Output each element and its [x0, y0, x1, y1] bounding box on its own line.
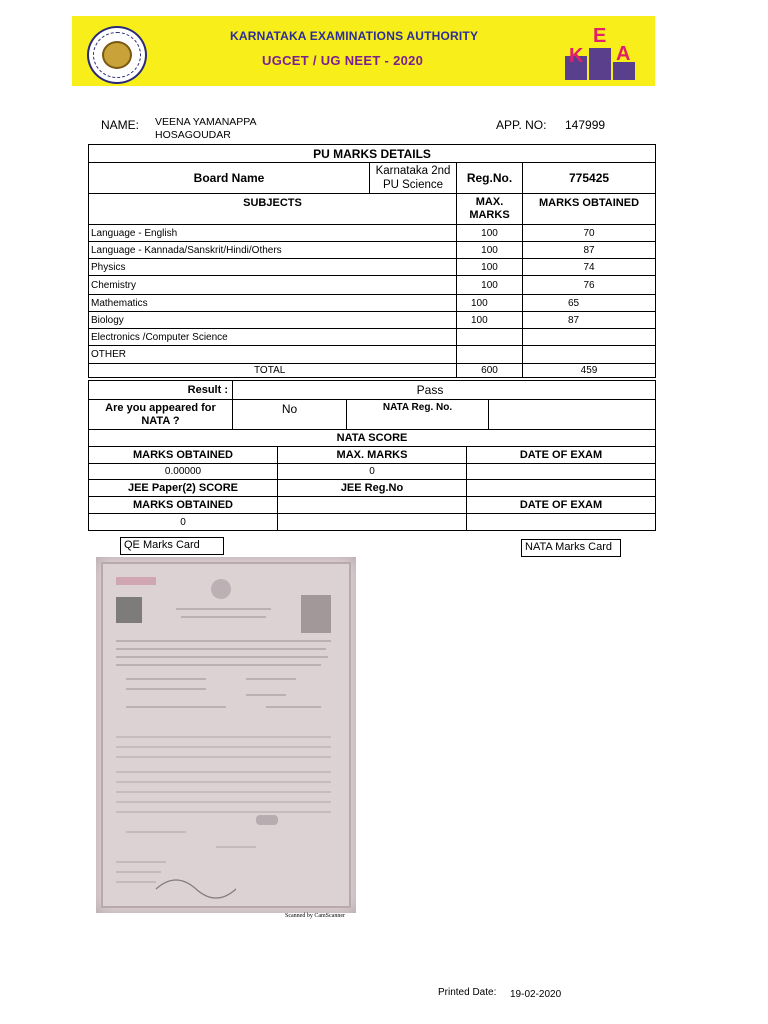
- subject-obtained: 74: [523, 259, 656, 276]
- reg-no-value: 775425: [523, 163, 656, 194]
- subject-obtained: 70: [523, 225, 656, 242]
- table-row: [89, 259, 656, 276]
- board-name-label: Board Name: [89, 163, 370, 194]
- table-row: [89, 295, 656, 312]
- name-label: NAME:: [101, 118, 140, 132]
- jee-marks-obtained: 0: [89, 514, 278, 531]
- svg-text:A: A: [616, 43, 631, 65]
- subject-max: 100: [457, 242, 523, 259]
- jee-marks-obtained-header: MARKS OBTAINED: [89, 497, 278, 514]
- subject-name: Language - English: [89, 225, 457, 242]
- qe-marks-card-scan: [96, 557, 356, 913]
- board-name-value: Karnataka 2nd PU Science: [370, 163, 457, 194]
- nata-marks-obtained-header: MARKS OBTAINED: [89, 447, 278, 464]
- jee-empty-cell: [278, 514, 467, 531]
- pu-title: PU MARKS DETAILS: [89, 145, 656, 163]
- subject-obtained: 87: [523, 242, 656, 259]
- reg-no-label: Reg.No.: [457, 163, 523, 194]
- subject-max: 100: [457, 259, 523, 276]
- svg-text:E: E: [593, 25, 607, 47]
- subject-obtained: 87: [523, 312, 656, 329]
- total-max: 600: [457, 364, 523, 378]
- table-row: [89, 276, 656, 295]
- name-value: [155, 116, 295, 142]
- jee-date: [467, 514, 656, 531]
- max-marks-header: MAX. MARKS: [457, 194, 523, 225]
- subject-max: [457, 329, 523, 346]
- marks-obtained-header: MARKS OBTAINED: [523, 194, 656, 225]
- total-label: TOTAL: [89, 364, 457, 378]
- nata-date-header: DATE OF EXAM: [467, 447, 656, 464]
- subject-obtained: 76: [523, 276, 656, 295]
- name-line-2: HOSAGOUDAR: [155, 129, 231, 141]
- table-row: [89, 225, 656, 242]
- printed-date-value: 19-02-2020: [510, 989, 562, 1000]
- svg-text:K: K: [569, 45, 584, 67]
- subject-max: [457, 346, 523, 364]
- subject-obtained: 65: [523, 295, 656, 312]
- table-row: [89, 312, 656, 329]
- nata-marks-obtained: 0.00000: [89, 464, 278, 480]
- result-label: Result :: [89, 381, 233, 400]
- subject-max: 100: [457, 295, 523, 312]
- authority-title: KARNATAKA EXAMINATIONS AUTHORITY: [230, 29, 479, 43]
- nata-jee-table: [88, 429, 656, 531]
- government-seal-logo: [87, 26, 147, 84]
- table-row: [89, 329, 656, 346]
- nata-max-marks: 0: [278, 464, 467, 480]
- jee-empty-cell: [278, 497, 467, 514]
- subject-name: OTHER: [89, 346, 457, 364]
- result-table: [88, 380, 656, 430]
- nata-reg-label: NATA Reg. No.: [347, 400, 489, 430]
- subject-max: 100: [457, 276, 523, 295]
- subject-max: 100: [457, 312, 523, 329]
- subject-name: Mathematics: [89, 295, 457, 312]
- kea-logo: [563, 22, 639, 82]
- subject-name: Biology: [89, 312, 457, 329]
- subject-name: Physics: [89, 259, 457, 276]
- subject-name: Chemistry: [89, 276, 457, 295]
- nata-date: [467, 464, 656, 480]
- qe-marks-card-label: QE Marks Card: [120, 537, 224, 555]
- nata-max-marks-header: MAX. MARKS: [278, 447, 467, 464]
- pu-marks-table: [88, 144, 656, 378]
- total-obtained: 459: [523, 364, 656, 378]
- app-no-value: 147999: [565, 118, 606, 132]
- nata-question-value: No: [233, 400, 347, 430]
- jee-reg-header: JEE Reg.No: [278, 480, 467, 497]
- subject-name: Language - Kannada/Sanskrit/Hindi/Others: [89, 242, 457, 259]
- table-row: [89, 346, 656, 364]
- app-no-label: APP. NO:: [496, 118, 547, 132]
- nata-marks-card-label: NATA Marks Card: [521, 539, 621, 557]
- total-row: [89, 364, 656, 378]
- scanned-by-note: Scanned by CamScanner: [285, 913, 345, 919]
- nata-reg-value: [489, 400, 656, 430]
- jee-score-header: JEE Paper(2) SCORE: [89, 480, 278, 497]
- marks-card-scan-image: [96, 557, 356, 913]
- subjects-header: SUBJECTS: [89, 194, 457, 225]
- table-row: [89, 242, 656, 259]
- subject-obtained: [523, 329, 656, 346]
- subject-max: 100: [457, 225, 523, 242]
- nata-score-title: NATA SCORE: [89, 430, 656, 447]
- name-line-1: VEENA YAMANAPPA: [155, 116, 257, 128]
- seal-emblem: [102, 41, 132, 69]
- jee-reg-value: [467, 480, 656, 497]
- subject-name: Electronics /Computer Science: [89, 329, 457, 346]
- result-value: Pass: [233, 381, 656, 400]
- exam-title: UGCET / UG NEET - 2020: [262, 53, 424, 68]
- printed-date-label: Printed Date:: [438, 987, 497, 998]
- jee-date-header: DATE OF EXAM: [467, 497, 656, 514]
- subject-obtained: [523, 346, 656, 364]
- nata-question-label: Are you appeared for NATA ?: [89, 400, 233, 430]
